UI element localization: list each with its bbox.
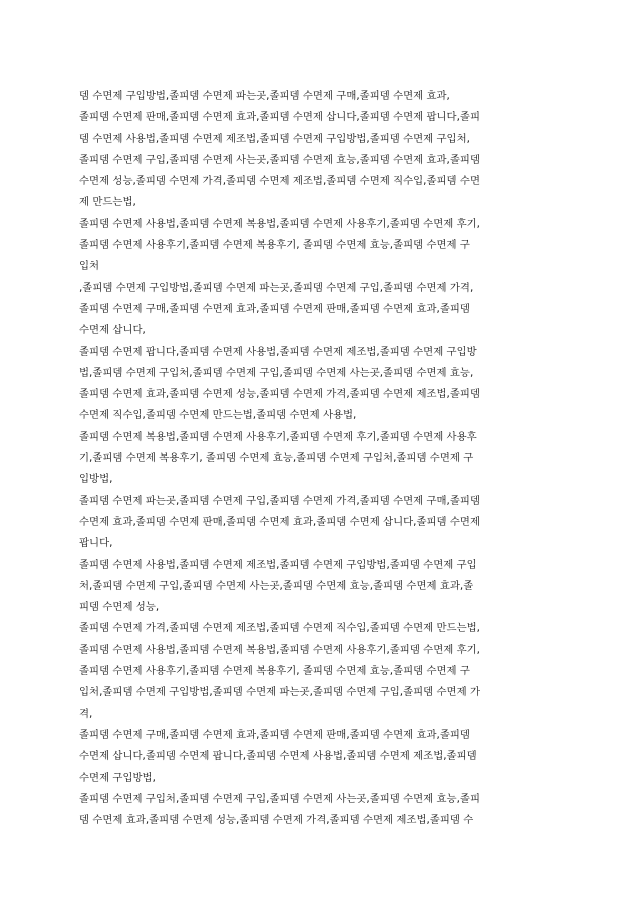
- text-line: 수면제 효과,졸피뎀 수면제 판매,졸피뎀 수면제 효과,졸피뎀 수면제 삽니다,졸피뎀 수면제: [79, 515, 480, 528]
- text-line: 졸피뎀 수면제 사용법,졸피뎀 수면제 복용법,졸피뎀 수면제 사용후기,졸피뎀 수면제 후기,: [79, 643, 480, 656]
- text-line: 피뎀 수면제 성능,: [79, 601, 160, 614]
- text-line: 졸피뎀 수면제 복용법,졸피뎀 수면제 사용후기,졸피뎀 수면제 후기,졸피뎀 수면제 사용후: [79, 430, 477, 443]
- text-line: 졸피뎀 수면제 판매,졸피뎀 수면제 효과,졸피뎀 수면제 삽니다,졸피뎀 수면제 팝니다,졸피: [79, 111, 480, 124]
- text-line: 졸피뎀 수면제 구매,졸피뎀 수면제 효과,졸피뎀 수면제 판매,졸피뎀 수면제 효과,졸피뎀: [79, 302, 470, 315]
- text-line: 졸피뎀 수면제 파는곳,졸피뎀 수면제 구입,졸피뎀 수면제 가격,졸피뎀 수면제 구매,졸피뎀: [79, 494, 480, 507]
- text-line: 처,졸피뎀 수면제 구입,졸피뎀 수면제 사는곳,졸피뎀 수면제 효능,졸피뎀 수면제 효과,졸: [79, 579, 474, 592]
- text-line: 기,졸피뎀 수면제 복용후기, 졸피뎀 수면제 효능,졸피뎀 수면제 구입처,졸피뎀 수면제 구: [79, 452, 474, 465]
- text-line: 졸피뎀 수면제 구매,졸피뎀 수면제 효과,졸피뎀 수면제 판매,졸피뎀 수면제 효과,졸피뎀: [79, 728, 470, 741]
- text-line: 법,졸피뎀 수면제 구입처,졸피뎀 수면제 구입,졸피뎀 수면제 사는곳,졸피뎀 수면제 효능,: [79, 366, 474, 379]
- text-line: 입처: [79, 260, 100, 273]
- document-body: [79, 86, 563, 831]
- text-line: 격,: [79, 707, 93, 720]
- text-line: 졸피뎀 수면제 사용후기,졸피뎀 수면제 복용후기, 졸피뎀 수면제 효능,졸피뎀 수면제 구: [79, 239, 470, 252]
- text-line: 수면제 성능,졸피뎀 수면제 가격,졸피뎀 수면제 제조법,졸피뎀 수면제 직수입,졸피뎀 수면: [79, 175, 480, 188]
- text-line: 졸피뎀 수면제 효과,졸피뎀 수면제 성능,졸피뎀 수면제 가격,졸피뎀 수면제 제조법,졸피뎀: [79, 388, 480, 401]
- text-line: 졸피뎀 수면제 구입,졸피뎀 수면제 사는곳,졸피뎀 수면제 효능,졸피뎀 수면제 효과,졸피뎀: [79, 153, 480, 166]
- text-line: 수면제 삽니다,: [79, 324, 146, 337]
- text-line: 입처,졸피뎀 수면제 구입방법,졸피뎀 수면제 파는곳,졸피뎀 수면제 구입,졸피뎀 수면제 가: [79, 686, 480, 699]
- text-line: 졸피뎀 수면제 가격,졸피뎀 수면제 제조법,졸피뎀 수면제 직수입,졸피뎀 수면제 만드는법,: [79, 622, 480, 635]
- text-line: 수면제 직수입,졸피뎀 수면제 만드는법,졸피뎀 수면제 사용법,: [79, 409, 357, 422]
- text-line: 뎀 수면제 구입방법,졸피뎀 수면제 파는곳,졸피뎀 수면제 구매,졸피뎀 수면제 효과,: [79, 90, 450, 102]
- text-line: 팝니다,: [79, 537, 113, 550]
- text-line: 수면제 구입방법,: [79, 771, 156, 784]
- text-line: 수면제 삽니다,졸피뎀 수면제 팝니다,졸피뎀 수면제 사용법,졸피뎀 수면제 제조법,졸피뎀: [79, 750, 477, 763]
- text-line: 졸피뎀 수면제 사용법,졸피뎀 수면제 제조법,졸피뎀 수면제 구입방법,졸피뎀 수면제 구입: [79, 558, 477, 571]
- text-line: 입방법,: [79, 473, 113, 486]
- text-line: 제 만드는법,: [79, 196, 136, 209]
- text-line: 졸피뎀 수면제 사용법,졸피뎀 수면제 복용법,졸피뎀 수면제 사용후기,졸피뎀 수면제 후기,: [79, 217, 480, 230]
- text-line: 졸피뎀 수면제 사용후기,졸피뎀 수면제 복용후기, 졸피뎀 수면제 효능,졸피뎀 수면제 구: [79, 665, 470, 678]
- text-line: ,졸피뎀 수면제 구입방법,졸피뎀 수면제 파는곳,졸피뎀 수면제 구입,졸피뎀 수면제 가격,: [79, 281, 474, 294]
- text-line: 뎀 수면제 효과,졸피뎀 수면제 성능,졸피뎀 수면제 가격,졸피뎀 수면제 제조법,졸피뎀 수: [79, 814, 474, 827]
- text-line: 졸피뎀 수면제 구입처,졸피뎀 수면제 구입,졸피뎀 수면제 사는곳,졸피뎀 수면제 효능,졸피: [79, 792, 480, 805]
- text-line: 뎀 수면제 사용법,졸피뎀 수면제 제조법,졸피뎀 수면제 구입방법,졸피뎀 수면제 구입처,: [79, 132, 470, 145]
- text-line: 졸피뎀 수면제 팝니다,졸피뎀 수면제 사용법,졸피뎀 수면제 제조법,졸피뎀 수면제 구입방: [79, 345, 477, 358]
